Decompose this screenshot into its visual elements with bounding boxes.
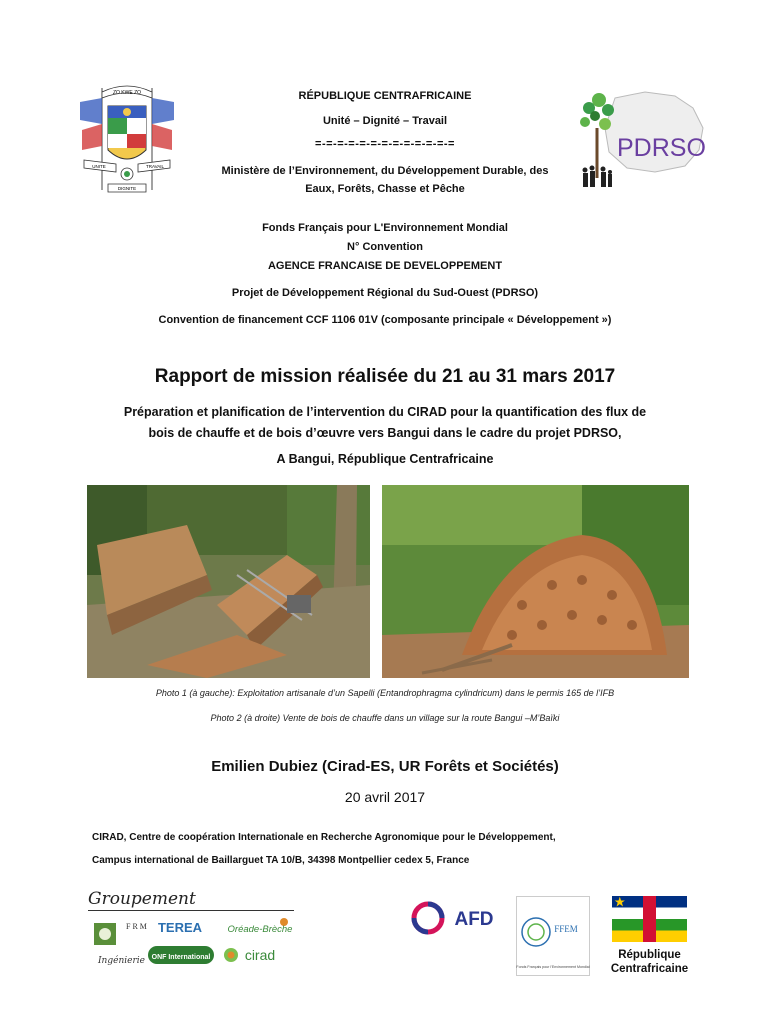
photo-2-caption: Photo 2 (à droite) Vente de bois de chauffe dans un village sur la route Bangui –M’Baïki (210, 713, 560, 723)
report-subtitle-line-2: bois de chauffe et de bois d’œuvre vers Bangui dans le cadre du projet PDRSO, (148, 426, 622, 440)
cirad-text: cirad (244, 947, 276, 963)
fund-name: Fonds Français pour L'Environnement Mondial (262, 222, 508, 234)
rca-label (592, 948, 707, 976)
ffem-logo (516, 896, 590, 976)
pdrso-logo-text: PDRSO (617, 134, 706, 162)
report-title: Rapport de mission réalisée du 21 au 31 mars 2017 (154, 366, 616, 387)
oreade-text: Oréade-Brèche (227, 924, 293, 935)
onf-text: ONF International (151, 954, 211, 961)
photo-1-caption: Photo 1 (à gauche): Exploitation artisanale d’un Sapelli (Entandrophragma cylindricum) dans le permis 165 de l’IFB (155, 688, 615, 698)
ministry-name (205, 162, 565, 198)
address-line-2: Campus international de Baillarguet TA 10/B, 34398 Montpellier cedex 5, France (92, 855, 470, 866)
coat-of-arms-logo (72, 80, 182, 200)
pdrso-logo (575, 88, 710, 193)
central-african-republic-flag (612, 896, 687, 942)
onf-international-logo (148, 944, 214, 966)
terea-logo (150, 918, 210, 936)
frm-script: Ingénierie (98, 956, 145, 966)
convention-number: N° Convention (347, 241, 423, 253)
report-subtitle (70, 402, 700, 444)
ribbon-bottom-text: DIGNITE (117, 186, 137, 191)
frm-logo (92, 915, 147, 970)
cirad-logo (222, 944, 282, 966)
ribbon-right-text: TRAVAIL (145, 164, 165, 169)
ffem-caption: Fonds Français pour l'Environnement Mondial (516, 965, 590, 969)
terea-text: TEREA (157, 920, 203, 935)
separator-line: =-=-=-=-=-=-=-=-=-=-=-=-= (315, 138, 455, 150)
rca-label-line-1: République (618, 949, 681, 961)
report-date: 20 avril 2017 (344, 789, 426, 805)
rca-label-line-2: Centrafricaine (610, 963, 689, 975)
photo-firewood-sale (382, 485, 689, 678)
project-name: Projet de Développement Régional du Sud-Ouest (PDRSO) (231, 287, 539, 299)
oreade-breche-logo (222, 916, 298, 936)
ministry-line-2: Eaux, Forêts, Chasse et Pêche (305, 183, 465, 195)
groupement-label: Groupement (88, 889, 196, 909)
author-name: Emilien Dubiez (Cirad-ES, UR Forêts et Sociétés) (211, 758, 559, 775)
address-line-1: CIRAD, Centre de coopération Internationale en Recherche Agronomique pour le Développement, (92, 832, 556, 843)
national-motto: Unité – Dignité – Travail (322, 115, 448, 127)
frm-text: F R M (126, 922, 147, 931)
financing-convention: Convention de financement CCF 1106 01V (composante principale « Développement ») (158, 314, 612, 326)
country-heading: RÉPUBLIQUE CENTRAFRICAINE (298, 90, 472, 102)
photo-sapelli-logging (87, 485, 370, 678)
ministry-line-1: Ministère de l’Environnement, du Développement Durable, des (221, 165, 549, 177)
ffem-text: FFEM (554, 924, 578, 934)
groupement-divider (88, 910, 294, 911)
afd-text: AFD (454, 909, 494, 930)
ribbon-top-text: ZO KWE ZO (112, 90, 142, 96)
agency-name: AGENCE FRANCAISE DE DEVELOPPEMENT (267, 260, 503, 272)
report-place: A Bangui, République Centrafricaine (276, 452, 494, 466)
ribbon-left-text: UNITE (92, 164, 106, 169)
afd-logo (410, 900, 502, 936)
report-subtitle-line-1: Préparation et planification de l’intervention du CIRAD pour la quantification des flux de (123, 405, 647, 419)
